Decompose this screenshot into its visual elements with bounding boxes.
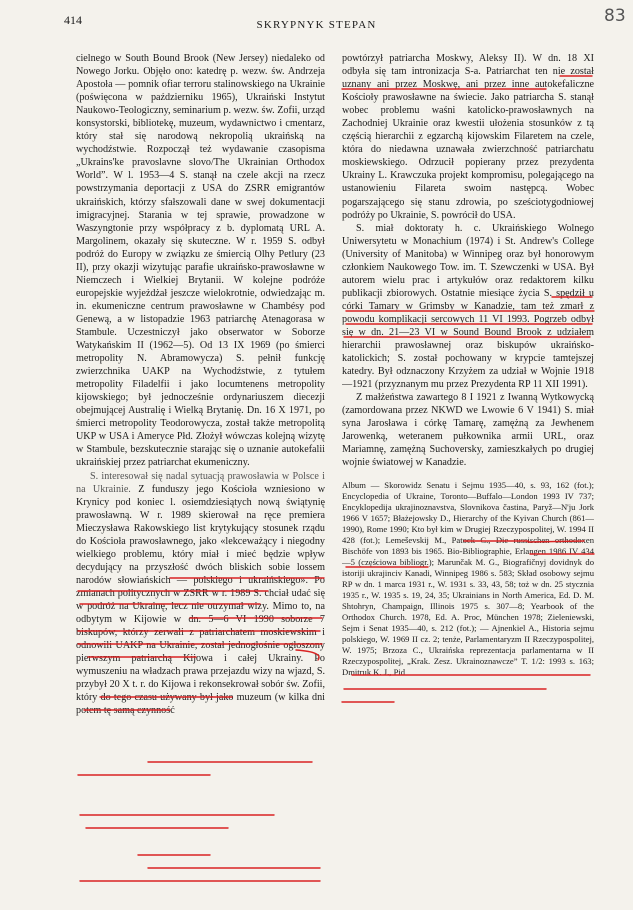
left-paragraph-2: [76, 470, 325, 718]
left-paragraph-2-letter: W r. 1989 skierował na ręce premiera Mieczysława Rakowskiego list krytykujący stosunek rządu do Kościoła prawosławnego, jako «lekceważący i niegodny wielkiego problemu, który miał i mieć będzie wpływ decydujący na przyszłość dwóch bliskich sobie lossem narodów słowiańskich — polskiego i ukraińskiego».: [76, 509, 325, 586]
left-paragraph-2-patriarch: Po zmianach politycznych w ZSRR w r. 1989 S. chciał udać się w podróż na Ukrainę, lecz nie otrzymał wizy. Mimo to, na odbytym w Kijowie w dn. 5—6 VI 1990 soborze 7 biskupów, którzy zerwali z patriarchatem moskiewskim i odnowili UAKP na Ukrainie, został jednogłośnie ogłoszony pierwszym patriarchą Kijowa i całej Ukrainy. Po wymuszeniu na władzach prawa przejazdu wizy na wjazd, S. przybył 20 X t. r. do Kijowa i rekonsekrował sobór św. Zofii, który do tego czasu używany był jako muzeum (w kilka dni potem tę samą czynność: [76, 574, 325, 717]
page-number: 414: [64, 13, 82, 27]
left-paragraph-2-church: osiemdziesiątych nową świątynię prawosławną.: [76, 496, 325, 521]
left-paragraph-1: cielnego w South Bound Brook (New Jersey) niedaleko od Nowego Jorku. Objęło ono: katedrę p. wezw. św. Andrzeja Apostoła — pomnik ofiar terroru stalinowskiego na Ukrainie (poświęcona w październiku 1965), Ukraiński Instytut Naukowo-Teologiczny, seminarium p. wezw. św. Zofii, urząd konsystorski, bibliotekę, muzeum, wydawnictwo i cmentarz, który stał się narodową nekropolią ukraińską na wychodźstwie. Rozpoczął też wydawanie czasopisma „Ukrains'ke pravoslavne slovo/The Ukrainian Orthodox World”. W l. 1953—4 S. stanął na czele akcji na rzecz powstrzymania deportacji z USA do ZSRR emigrantów ukraińskich, którzy sfałszowali dane w swej dokumentacji imigracyjnej. Starania w tej sprawie, prowadzone w Waszyngtonie przy współpracy z b. dyplomatą URL A. Margolinem, okazały się skuteczne. W r. 1959 S. odbył podróż do Europy w związku ze śmiercią Olhy Petlury (23 II), przy okazji wizytując parafie ukraińsko-prawosławne w Niemczech i Wielkiej Brytanii. W kolejne podróże europejskie wyjeżdżał jeszcze wielokrotnie, odwiedzając m. in. ekumeniczne centrum prawosławne w Chambésy pod Genewą, a w listopadzie 1963 patriarchę Atenagorasa w Stambule. Uczestniczył jako obserwator w Soborze Watykańskim II (1962—5). Od 13 IX 1969 (po śmierci metropolity N. Abramowycza) S. pełnił funkcję zwierzchnika UAKP na Wychodźstwie, z tytułem metropolity Filadelfii i jako locumtenens metropolity kijowskiego; był jednocześnie ordynariuszem diecezji obejmującej Australię i Wielką Brytanię. Dn. 16 X 1971, po śmierci metropolity Teodorowycza, został także metropolitą UKP w USA i Ameryce Płd. Złożył wówczas kolejną wizytę w Stambule, bezskutecznie starając się o uznanie autokefalii ukraińskiej przez patriarchat ekumeniczny.: [76, 53, 325, 469]
right-column: [342, 52, 594, 902]
right-paragraph-3: Z małżeństwa zawartego 8 I 1921 z Iwanną Wytkowycką (zamordowana przez NKWD we Lwowie 6 V 1941) S. miał syna Jarosława i córkę Tamarę, zamężną za Jewhenem Jarowenką, weteranem pułkownika armii URL, oraz Mariamnę, zamężną Suchoversky, zamieszkałych po drugiej wojnie światowej w Kanadzie.: [342, 392, 594, 469]
left-column: [76, 52, 325, 902]
handwritten-page-mark: 83: [604, 6, 626, 26]
running-head: SKRYPNYK STEPAN: [256, 19, 377, 31]
left-paragraph-2-krynica: Z funduszy jego Kościoła wzniesiono w Krynicy pod koniec l.: [76, 483, 325, 508]
right-paragraph-2: S. miał doktoraty h. c. Ukraińskiego Wolnego Uniwersytetu w Monachium (1974) i St. Andrew's College (University of Manitoba) w Winnipeg oraz był honorowym członkiem Naukowego Tow. im. T. Szewczenki w USA. Był autorem wielu prac i artykułów oraz redaktorem kilku publikacji zbiorowych. Ostatnie miesiące życia S. spędził u córki Tamary w Grimsby w Kanadzie, tam też zmarł z powodu komplikacji sercowych 11 VI 1993. Pogrzeb odbył się w dn. 21—23 VI w Sound Bound Brook z udziałem hierarchii prawosławnej oraz biskupów ukraińsko-katolickich; S. został pochowany w krypcie tamtejszej katedry. Był odznaczony Krzyżem za udział w Wojnie 1918—1921 (przyznanym mu przez Prezydenta RP 11 XII 1991).: [342, 222, 594, 391]
bibliography: Album — Skorowidz Senatu i Sejmu 1935—40, s. 93, 162 (fot.); Encyclopedia of Ukraine, Toronto—Buffalo—London 1993 IV 737; Encyklopedija ukrajinoznavstva, Slovnikova častina, Paryž—N'ju Jork 1966 V 1657; Błażejowsky D., Hierarchy of the Kyivan Church (861—1990), Rome 1990; Kto był kim w Drugiej Rzeczypospolitej, W. 1994 II 428 (fot.); Lemeševskij M., Patock C., Die russischen orthodoxen Bischöfe von 1893 bis 1965. Bio-Bibliographie, Erlangen 1986 IV 434—5 (częściowa bibliogr.); Marunčak M. G., Biografičnyj dovidnyk do istoriji ukrajinciv Kanadi, Winnipeg 1986 s. 583; Skład osobowy sejmu RP w dn. 1 marca 1931 r., W. 1931 s. 33, 43, 58; toż w dn. 25 stycznia 1935 r., W. 1935 s. 19, 24, 35; Ukrainians in North America, Ed. D. M. Shtohryn, Champaign, Illinois 1975 s. 307—8; Yearbook of the Orthodox Church. 1978, Ed. A. Proc, München 1978; Zieleniewski, Sejm i Senat 1935—40, s. 212 (fot.); — Ajnenkiel A., Historia sejmu polskiego, W. 1969 II cz. 2; tenże, Parlamentaryzm II Rzeczypospolitej, W. 1975; Brzoza C., Ukraińska reprezentacja parlamentarna w II Rzeczypospolitej, „Krak. Zesz. Ukrainoznawcze” T. 1/2: 1993 s. 163; Dmitruk K. J., Pid: [342, 479, 594, 678]
right-paragraph-1: powtórzył patriarcha Moskwy, Aleksy II). W dn. 18 XI odbyła się tam intronizacja S-a. Patriarchat ten nie został uznany ani przez Moskwę, ani przez inne autokefaliczne Kościoły prawosławne na świecie. Jako patriarcha S. stanął wobec problemu waśni katolicko-prawosławnych na Zachodniej Ukrainie oraz kwestii ułożenia stosunków z tą częścią hierarchii z egzarchą kijowskim Filaretem na czele, która do niedawna uznawała zwierzchność patriarchatu moskiewskiego. Odrzucił popierany przez prezydenta Ukrainy L. Krawczuka projekt kompromisu, polegającego na ustanowieniu Filareta swoim następcą. Wobec pogarszającego się stanu zdrowia, po sześciotygodniowej podróży po Ukrainie, S. powrócił do USA.: [342, 53, 594, 221]
left-paragraph-2-lead: S. interesował się nadal sytuacją prawosławia w Polsce i na Ukrainie.: [76, 470, 325, 495]
